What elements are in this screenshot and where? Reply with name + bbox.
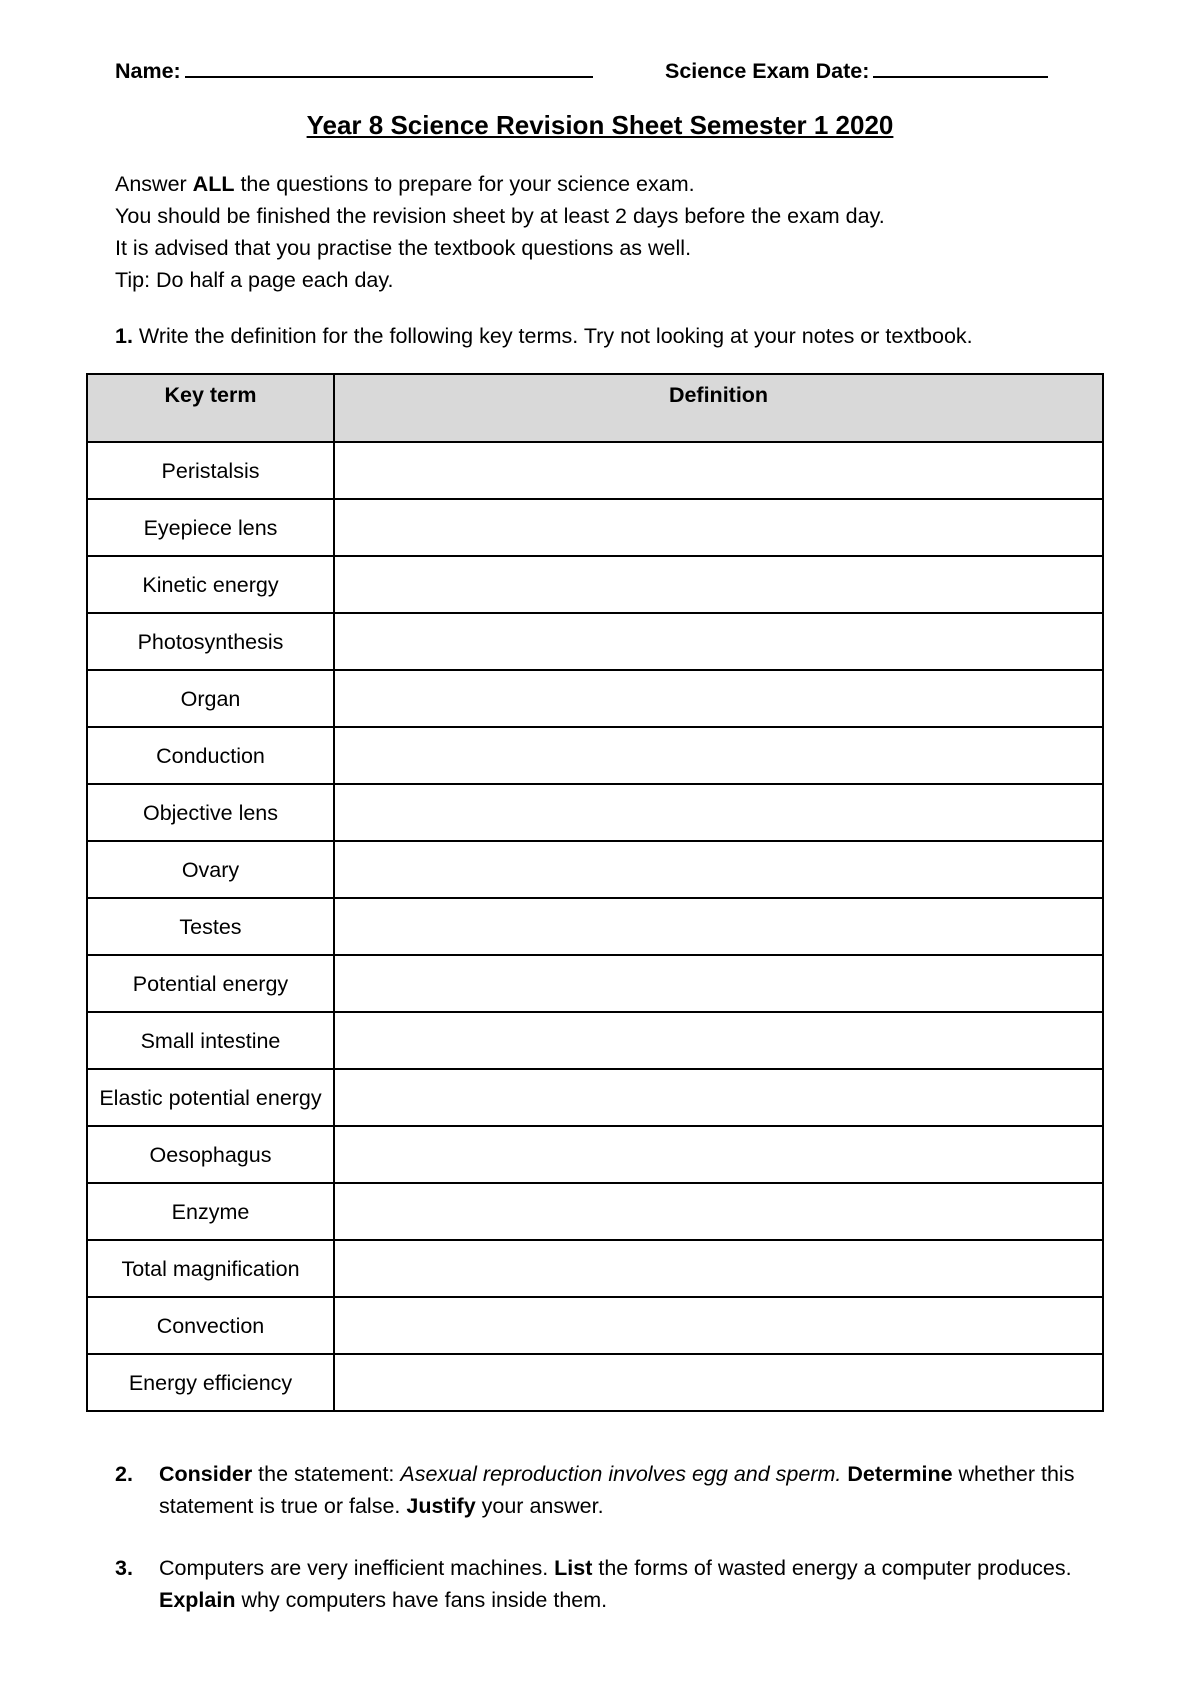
header-key-term: Key term [87,374,334,442]
key-term-cell: Potential energy [87,955,334,1012]
intro-line-3: It is advised that you practise the textbook questions as well. [115,236,692,260]
table-header-row [87,374,1103,442]
name-field[interactable] [115,56,593,84]
question-3 [115,1552,1115,1616]
key-term-cell: Energy efficiency [87,1354,334,1411]
key-terms-body [87,442,1103,1411]
key-term-cell: Photosynthesis [87,613,334,670]
key-term-cell: Objective lens [87,784,334,841]
key-term-cell: Organ [87,670,334,727]
table-row [87,556,1103,613]
intro-instructions [115,168,1115,296]
table-row [87,499,1103,556]
name-label: Name: [115,59,181,83]
question-2-text: Consider the statement: Asexual reproduction involves egg and sperm. Determine whether this statement is true or false. Justify your answer. [159,1462,1075,1518]
exam-date-field[interactable] [665,56,1048,84]
page-title: Year 8 Science Revision Sheet Semester 1 2020 [306,110,894,140]
definition-cell[interactable] [334,1354,1103,1411]
key-term-cell: Convection [87,1297,334,1354]
table-row [87,898,1103,955]
table-row [87,841,1103,898]
definition-cell[interactable] [334,442,1103,499]
definition-cell[interactable] [334,1126,1103,1183]
table-row [87,1183,1103,1240]
definition-cell[interactable] [334,898,1103,955]
key-term-cell: Conduction [87,727,334,784]
header-row [115,56,1095,86]
question-2 [115,1458,1115,1522]
question-1-number: 1. [115,324,133,348]
intro-line-1: Answer ALL the questions to prepare for your science exam. [115,172,695,196]
table-row [87,1354,1103,1411]
key-term-cell: Testes [87,898,334,955]
definition-cell[interactable] [334,556,1103,613]
definition-cell[interactable] [334,841,1103,898]
definition-cell[interactable] [334,499,1103,556]
exam-date-label: Science Exam Date: [665,59,870,83]
table-row [87,1012,1103,1069]
key-term-cell: Elastic potential energy [87,1069,334,1126]
header-definition: Definition [334,374,1103,442]
name-blank-line[interactable] [185,56,593,78]
question-3-text: Computers are very inefficient machines. List the forms of wasted energy a computer produces. Explain why computers have fans inside them. [159,1556,1072,1612]
intro-line-2: You should be finished the revision sheet by at least 2 days before the exam day. [115,204,885,228]
table-row [87,955,1103,1012]
key-term-cell: Enzyme [87,1183,334,1240]
definition-cell[interactable] [334,1297,1103,1354]
definition-cell[interactable] [334,784,1103,841]
definition-cell[interactable] [334,955,1103,1012]
question-2-number: 2. [115,1462,133,1486]
definition-cell[interactable] [334,1240,1103,1297]
definition-cell[interactable] [334,1183,1103,1240]
definition-cell[interactable] [334,1012,1103,1069]
definition-cell[interactable] [334,1069,1103,1126]
definition-cell[interactable] [334,727,1103,784]
exam-date-blank-line[interactable] [873,56,1048,78]
table-row [87,670,1103,727]
question-3-number: 3. [115,1556,133,1580]
question-1 [115,324,973,349]
key-term-cell: Kinetic energy [87,556,334,613]
definition-cell[interactable] [334,613,1103,670]
table-row [87,442,1103,499]
table-row [87,727,1103,784]
intro-line-4: Tip: Do half a page each day. [115,268,394,292]
table-row [87,1240,1103,1297]
key-term-cell: Oesophagus [87,1126,334,1183]
key-terms-table [86,373,1104,1412]
table-row [87,1069,1103,1126]
key-term-cell: Ovary [87,841,334,898]
table-row [87,784,1103,841]
table-row [87,1126,1103,1183]
table-row [87,613,1103,670]
question-1-text: Write the definition for the following key terms. Try not looking at your notes or textbook. [132,324,973,348]
key-term-cell: Total magnification [87,1240,334,1297]
table-row [87,1297,1103,1354]
key-term-cell: Peristalsis [87,442,334,499]
key-term-cell: Eyepiece lens [87,499,334,556]
definition-cell[interactable] [334,670,1103,727]
key-term-cell: Small intestine [87,1012,334,1069]
